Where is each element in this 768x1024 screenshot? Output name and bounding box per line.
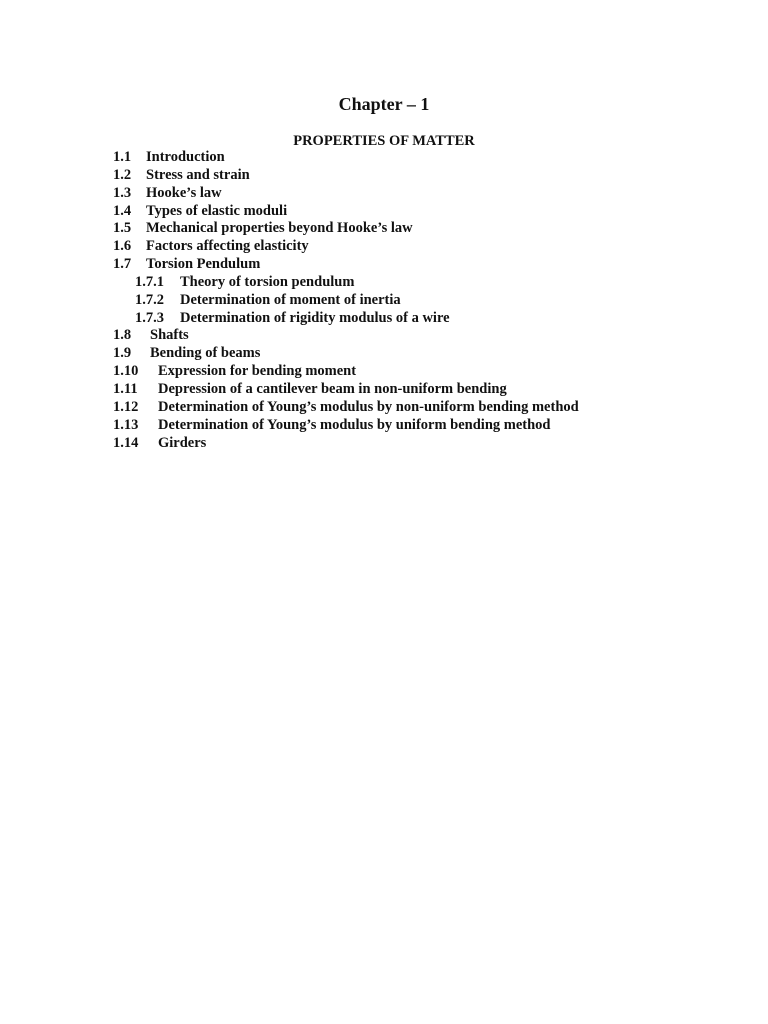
toc-entry-label: Determination of rigidity modulus of a wire <box>180 309 450 326</box>
toc-entry <box>113 167 713 185</box>
toc-entry <box>113 417 713 435</box>
toc-entry-label: Stress and strain <box>146 166 250 183</box>
toc-entry-label: Determination of Young’s modulus by uniform bending method <box>158 416 551 433</box>
toc-entry <box>113 381 713 399</box>
toc-entry-label: Torsion Pendulum <box>146 256 261 273</box>
table-of-contents <box>113 149 713 452</box>
toc-entry <box>113 149 713 167</box>
toc-entry-label: Shafts <box>150 327 189 344</box>
toc-entry <box>113 310 713 328</box>
toc-entry <box>113 238 713 256</box>
toc-entry-label: Bending of beams <box>150 345 261 362</box>
toc-entry-label: Mechanical properties beyond Hooke’s law <box>146 220 413 237</box>
toc-entry-label: Theory of torsion pendulum <box>180 273 355 290</box>
toc-entry <box>113 203 713 221</box>
toc-entry-number: 1.3 <box>113 184 132 201</box>
toc-entry-label: Hooke’s law <box>146 184 222 201</box>
toc-entry-number: 1.2 <box>113 166 132 183</box>
toc-entry-number: 1.6 <box>113 238 132 255</box>
toc-entry-label: Types of elastic moduli <box>146 202 288 219</box>
toc-entry-number: 1.14 <box>113 434 139 451</box>
toc-entry-number: 1.5 <box>113 220 132 237</box>
toc-entry-label: Expression for bending moment <box>158 363 357 380</box>
toc-entry <box>113 399 713 417</box>
toc-entry-label: Depression of a cantilever beam in non-uniform bending <box>158 380 507 397</box>
toc-entry <box>113 345 713 363</box>
chapter-title: Chapter – 1 <box>338 94 430 114</box>
toc-entry <box>113 327 713 345</box>
toc-entry-number: 1.7 <box>113 256 132 273</box>
toc-entry-number: 1.1 <box>113 149 132 165</box>
toc-entry <box>113 274 713 292</box>
toc-entry-number: 1.7.1 <box>135 273 164 290</box>
toc-entry <box>113 363 713 381</box>
toc-entry-number: 1.4 <box>113 202 132 219</box>
section-title: PROPERTIES OF MATTER <box>293 133 475 149</box>
toc-entry-label: Girders <box>158 434 207 451</box>
toc-entry-label: Determination of Young’s modulus by non-uniform bending method <box>158 398 579 415</box>
toc-entry <box>113 220 713 238</box>
toc-entry <box>113 292 713 310</box>
toc-entry-number: 1.12 <box>113 398 139 415</box>
toc-entry <box>113 256 713 274</box>
toc-entry-label: Factors affecting elasticity <box>146 238 309 255</box>
toc-entry-number: 1.9 <box>113 345 132 362</box>
toc-entry <box>113 185 713 203</box>
toc-entry-number: 1.7.3 <box>135 309 164 326</box>
toc-entry-number: 1.11 <box>113 380 138 397</box>
toc-entry <box>113 435 713 453</box>
toc-entry-label: Introduction <box>146 149 225 165</box>
toc-entry-number: 1.10 <box>113 363 139 380</box>
toc-entry-number: 1.8 <box>113 327 132 344</box>
toc-entry-number: 1.13 <box>113 416 139 433</box>
toc-entry-label: Determination of moment of inertia <box>180 291 401 308</box>
toc-entry-number: 1.7.2 <box>135 291 164 308</box>
